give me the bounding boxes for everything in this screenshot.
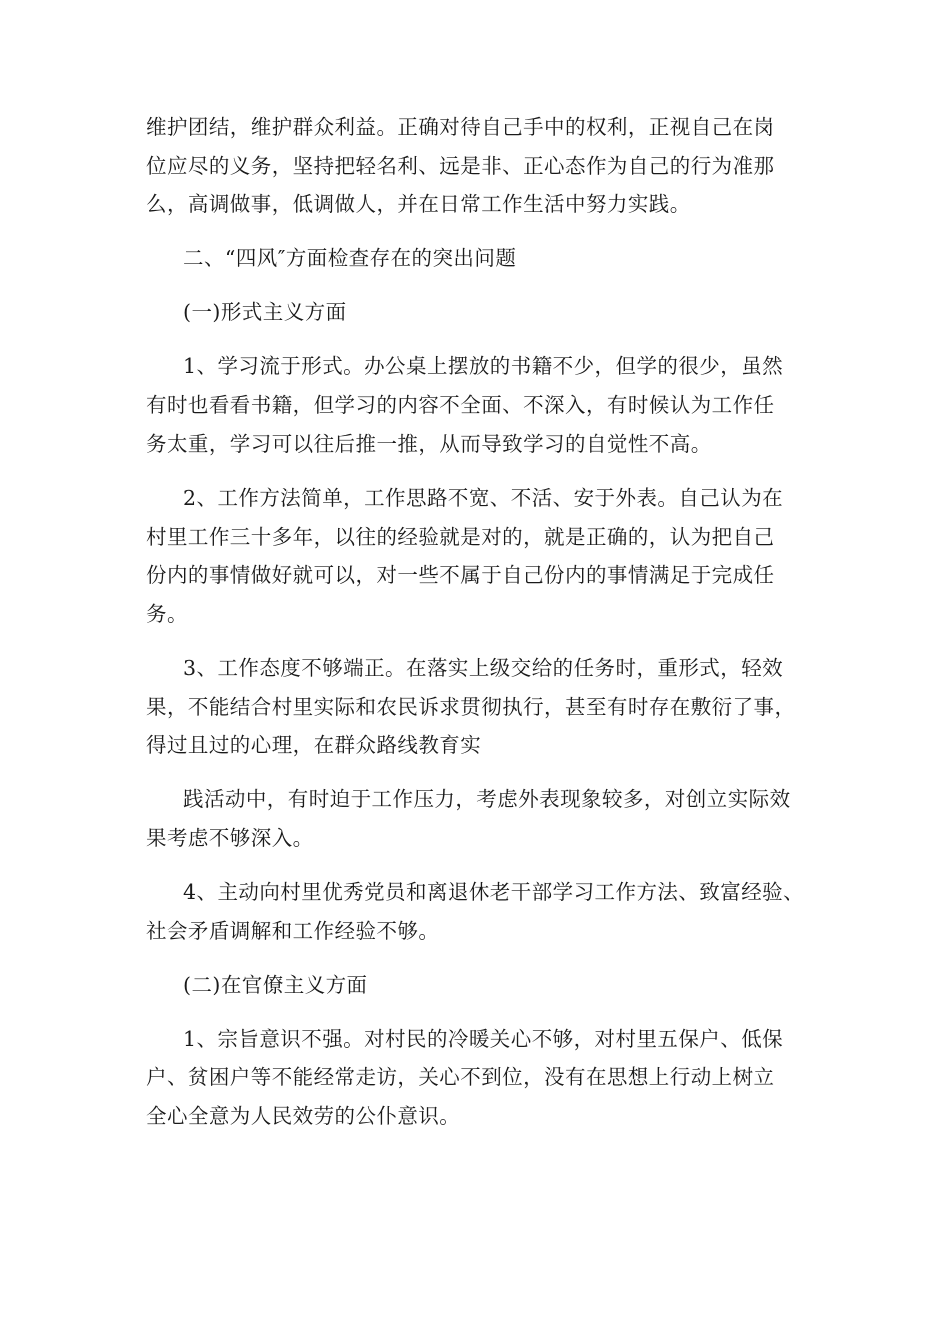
text-line: 维护团结，维护群众利益。正确对待自己手中的权利，正视自己在岗: [146, 115, 775, 139]
text-line: 3、工作态度不够端正。在落实上级交给的任务时，重形式，轻效: [183, 655, 784, 680]
text-line: 得过且过的心理，在群众路线教育实: [146, 733, 482, 758]
text-line: 1、学习流于形式。办公桌上摆放的书籍不少，但学的很少，虽然: [183, 354, 784, 379]
section-heading-four-winds: [146, 239, 808, 278]
text-line: 社会矛盾调解和工作经验不够。: [146, 918, 440, 943]
subsection-heading-formalism: [146, 293, 808, 332]
paragraph-item-1-study: [146, 347, 808, 463]
text-line: 么，高调做事，低调做人，并在日常工作生活中努力实践。: [146, 192, 691, 217]
text-line: 1、宗旨意识不强。对村民的冷暖关心不够，对村里五保户、低保: [183, 1026, 784, 1051]
text-line: 4、主动向村里优秀党员和离退休老干部学习工作方法、致富经验、: [183, 880, 805, 905]
paragraph-item-4-learning: [146, 873, 808, 950]
text-line: 践活动中，有时迫于工作压力，考虑外表现象较多，对创立实际效: [183, 787, 791, 812]
text-line: 全心全意为人民效劳的公仆意识。: [146, 1104, 461, 1129]
paragraph-item-2-methods: [146, 479, 808, 634]
paragraph-item-1-purpose: [146, 1020, 808, 1136]
subsection-heading-text: (一)形式主义方面: [183, 300, 347, 325]
subsection-heading-bureaucratism: [146, 966, 808, 1005]
text-line: 位应尽的义务，坚持把轻名利、远是非、正心态作为自己的行为准那: [146, 153, 775, 178]
text-line: 果考虑不够深入。: [146, 826, 314, 851]
text-line: 有时也看看书籍，但学习的内容不全面、不深入，有时候认为工作任: [146, 393, 775, 418]
text-line: 务太重，学习可以往后推一推，从而导致学习的自觉性不高。: [146, 431, 712, 456]
subsection-heading-text: (二)在官僚主义方面: [183, 972, 368, 997]
text-line: 户、贫困户等不能经常走访，关心不到位，没有在思想上行动上树立: [146, 1065, 775, 1090]
text-line: 份内的事情做好就可以，对一些不属于自己份内的事情满足于完成任: [146, 563, 775, 588]
document-body: [146, 108, 808, 1151]
paragraph-item-3-attitude: [146, 649, 808, 765]
text-line: 2、工作方法简单，工作思路不宽、不活、安于外表。自己认为在: [183, 485, 784, 510]
section-heading-text: 二、“四风″方面检查存在的突出问题: [183, 246, 517, 271]
text-line: 村里工作三十多年，以往的经验就是对的，就是正确的，认为把自己: [146, 524, 775, 549]
text-line: 果，不能结合村里实际和农民诉求贯彻执行，甚至有时存在敷衍了事，: [146, 694, 796, 719]
text-line: 务。: [146, 601, 188, 626]
paragraph-discipline: [146, 108, 808, 224]
paragraph-item-3-continued: [146, 780, 808, 857]
